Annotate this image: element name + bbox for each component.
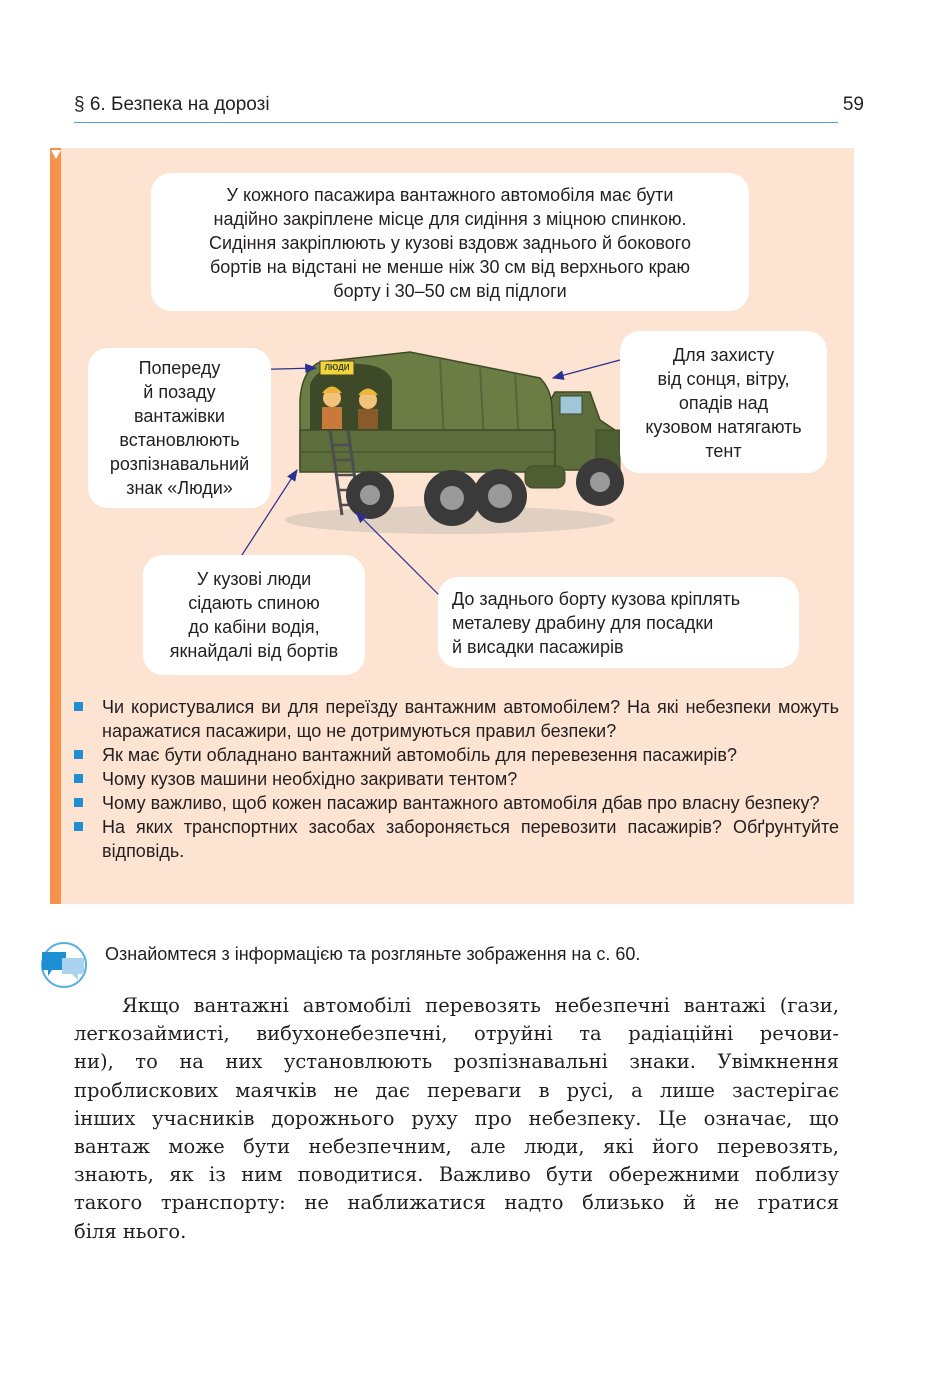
bullet-square-icon — [74, 750, 83, 759]
callout-sign-line: знак «Люди» — [126, 478, 233, 498]
question-text: На яких транспортних засобах забороняється перевозити пасажирів? Обґрунтуйте відповідь. — [102, 817, 839, 861]
callout-seat-line: бортів на відстані не менше ніж 30 см від верхнього краю — [209, 257, 690, 277]
callout-seat-line: борту і 30–50 см від підлоги — [333, 281, 567, 301]
question-text: Чому кузов машини необхідно закривати тентом? — [102, 769, 518, 789]
callout-sign-line: розпізнавальний — [109, 454, 250, 474]
page-number: 59 — [842, 94, 864, 115]
paragraph-line: інших учасників дорожнього руху про небезпеку. Це означає, що — [74, 1106, 839, 1130]
callout-ladder — [438, 577, 799, 668]
callout-sign-line: й позаду — [143, 382, 216, 402]
callout-seat-line: Сидіння закріплюють у кузові вздовж заднього й бокового — [209, 233, 691, 253]
list-item — [72, 743, 839, 767]
callout-sign — [88, 348, 271, 508]
callout-sign-line: вантажівки — [134, 406, 225, 426]
callout-sitting-line: якнайдалі від бортів — [169, 641, 339, 661]
paragraph-line: Якщо вантажні автомобілі перевозять небезпечні вантажі (гази, — [122, 994, 839, 1017]
bullet-square-icon — [74, 774, 83, 783]
callout-tent-line: Для захисту — [672, 345, 775, 365]
paragraph-line: ни), то на них установлюють розпізнавальні знаки. Увімкнення — [74, 1050, 839, 1074]
paragraph-line: проблискових маячків не дає переваги в русі, а лише застерігає — [74, 1078, 839, 1102]
chat-bubbles-icon — [38, 940, 90, 990]
callout-sign-line: встановлюють — [119, 430, 240, 450]
callout-sitting-line: сідають спиною — [188, 593, 320, 613]
callout-tent — [620, 331, 827, 473]
list-item — [72, 815, 839, 863]
callout-seat-line: У кожного пасажира вантажного автомобіля має бути — [226, 185, 674, 205]
truck-sign-label: ЛЮДИ — [324, 363, 350, 372]
callout-tent-line: тент — [705, 441, 742, 461]
callout-sign-line: Попереду — [138, 358, 221, 378]
paragraph-line: знають, як із ним поводитися. Важливо бути обережними поблизу — [74, 1163, 839, 1187]
body-paragraph — [74, 992, 839, 1246]
info-row — [38, 940, 858, 990]
question-list — [72, 695, 839, 863]
paragraph-line: такого транспорту: не наближатися надто близько й не гратися — [74, 1191, 839, 1215]
list-item — [72, 695, 839, 743]
list-item — [72, 767, 839, 791]
callout-ladder-line: й висадки пасажирів — [452, 637, 624, 657]
callout-ladder-line: До заднього борту кузова кріплять — [452, 589, 741, 609]
paragraph-line: вантаж може бути небезпечним, але люди, які його перевозять, — [74, 1134, 839, 1158]
bullet-square-icon — [74, 822, 83, 831]
question-text: Чому важливо, щоб кожен пасажир вантажного автомобіля дбав про власну безпеку? — [102, 793, 820, 813]
section-title: § 6. Безпека на дорозі — [74, 94, 270, 115]
question-text: Як має бути обладнано вантажний автомобіль для перевезення пасажирів? — [102, 745, 738, 765]
callout-tent-line: від сонця, вітру, — [657, 369, 790, 389]
callout-sitting-line: У кузові люди — [196, 569, 312, 589]
list-item — [72, 791, 839, 815]
paragraph-line: легкозаймисті, вибухонебезпечні, отруйні та радіаційні речови- — [74, 1022, 839, 1046]
callout-tent-line: кузовом натягають — [645, 417, 802, 437]
bullet-square-icon — [74, 798, 83, 807]
callout-tent-line: опадів над — [678, 393, 769, 413]
bullet-square-icon — [74, 702, 83, 711]
paragraph-line: біля нього. — [74, 1219, 187, 1243]
info-text: Ознайомтеся з інформацією та розгляньте зображення на с. 60. — [105, 944, 641, 964]
question-text: Чи користувалися ви для переїзду вантажним автомобілем? На які небезпеки можуть наражатися пасажири, що не дотримуються правил безпеки? — [102, 697, 839, 741]
callout-sitting — [143, 555, 365, 675]
callout-sitting-line: до кабіни водія, — [188, 617, 320, 637]
callout-seat-line: надійно закріплене місце для сидіння з міцною спинкою. — [213, 209, 687, 229]
callout-ladder-line: металеву драбину для посадки — [452, 613, 714, 633]
callout-seat — [151, 173, 749, 311]
